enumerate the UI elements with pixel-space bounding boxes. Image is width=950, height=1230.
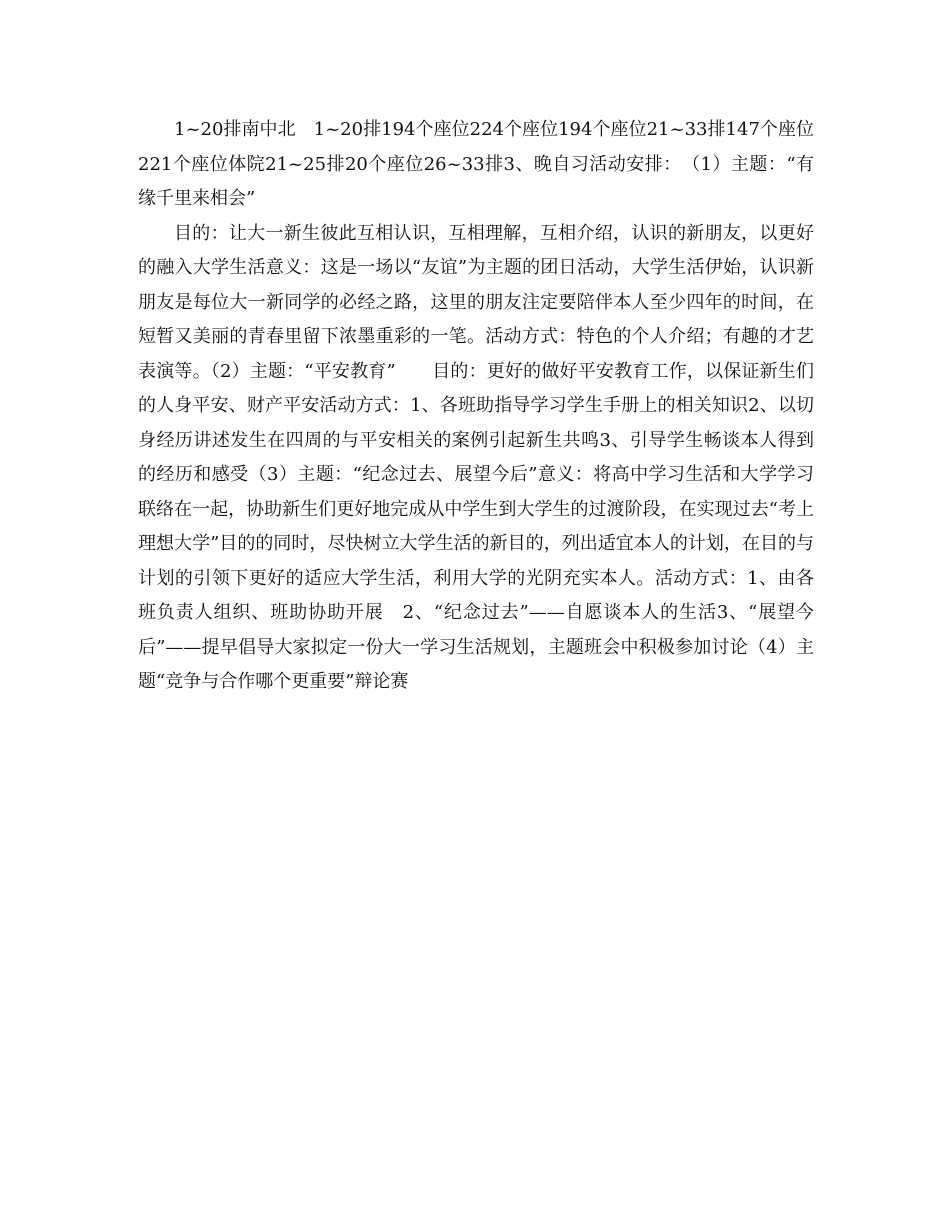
document-body — [138, 113, 814, 700]
paragraph-seating: 1~20排南中北 1~20排194个座位224个座位194个座位21~33排147个座位221个座位体院21~25排20个座位26~33排3、晚自习活动安排： （1）主题：“有缘千里来相会” — [138, 119, 814, 209]
paragraph-activities: 目的：让大一新生彼此互相认识，互相理解，互相介绍，认识的新朋友，以更好的融入大学生活意义：这是一场以“友谊”为主题的团日活动，大学生活伊始，认识新朋友是每位大一新同学的必经之路，这里的朋友注定要陪伴本人至少四年的时间，在短暂又美丽的青春里留下浓墨重彩的一笔。活动方式：特色的个人介绍；有趣的才艺表演等。（2）主题：“平安教育” 目的：更好的做好平安教育工作，以保证新生们的人身平安、财产平安活动方式：1、各班助指导学习学生手册上的相关知识2、以切身经历讲述发生在四周的与平安相关的案例引起新生共鸣3、引导学生畅谈本人得到的经历和感受（3）主题：“纪念过去、展望今后”意义：将高中学习生活和大学学习联络在一起，协助新生们更好地完成从中学生到大学生的过渡阶段，在实现过去“考上理想大学”目的的同时，尽快树立大学生活的新目的，列出适宜本人的计划，在目的与计划的引领下更好的适应大学生活，利用大学的光阴充实本人。活动方式：1、由各班负责人组织、班助协助开展 2、“纪念过去”——自愿谈本人的生活3、“展望今后”——提早倡导大家拟定一份大一学习生活规划，主题班会中积极参加讨论（4）主题“竞争与合作哪个更重要”辩论赛 — [138, 222, 814, 692]
